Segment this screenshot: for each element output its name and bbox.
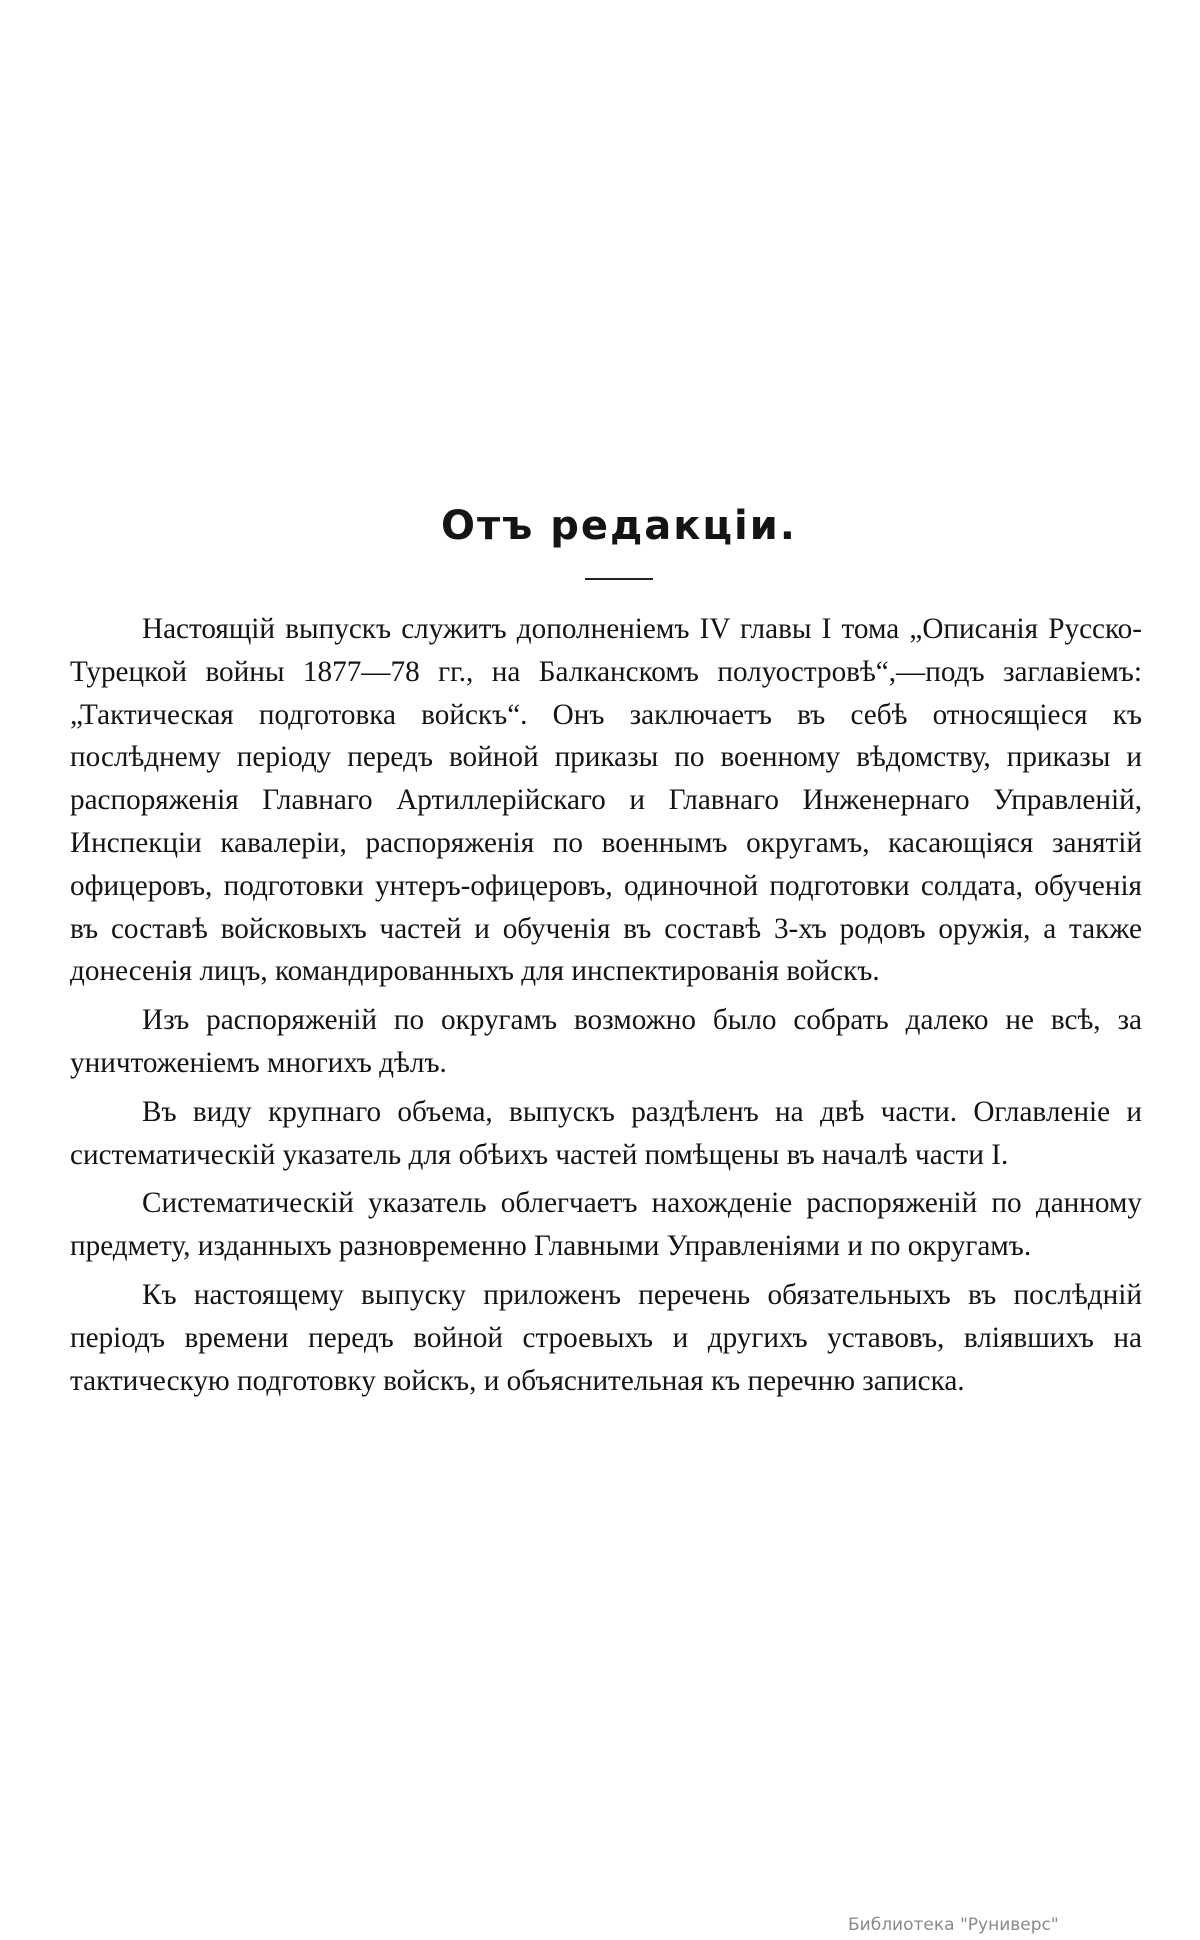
paragraph-3: Въ виду крупнаго объема, выпускъ раздѣленъ на двѣ части. Оглавленіе и систематическій указатель для обѣихъ частей помѣщены въ началѣ части I. <box>70 1095 1142 1171</box>
paragraph-5: Къ настоящему выпуску приложенъ перечень обязательныхъ въ послѣдній періодъ времени передъ войной строевыхъ и другихъ уставовъ, вліявшихъ на тактическую подготовку войскъ, и объяснительная къ перечню записка. <box>70 1278 1142 1397</box>
paragraph-4: Систематическій указатель облегчаетъ нахожденіе распоряженій по данному предмету, изданныхъ разновременно Главными Управленіями и по округамъ. <box>70 1187 1142 1263</box>
heading-rule <box>585 578 653 580</box>
library-watermark: Библиотека "Руниверс" <box>848 1915 1059 1935</box>
paragraph-2: Изъ распоряженій по округамъ возможно было собрать далеко не всѣ, за уничтоженіемъ многихъ дѣлъ. <box>70 1004 1142 1079</box>
page-heading: Отъ редакціи. <box>441 503 797 549</box>
paragraph-1: Настоящій выпускъ служитъ дополненіемъ IV главы I тома „Описанія Русско-Турецкой войны 1877—78 гг., на Балканскомъ полуостровѣ“,—подъ заглавіемъ: „Тактическая подготовка войскъ“. Онъ заключаетъ въ себѣ относящіеся къ послѣднему періоду передъ войной приказы по военному вѣдомству, приказы и распоряженія Главнаго Артиллерійскаго и Главнаго Инженернаго Управленій, Инспекціи кавалеріи, распоряженія по военнымъ округамъ, касающіяся занятій офицеровъ, подготовки унтеръ-офицеровъ, одиночной подготовки солдата, обученія въ составѣ войсковыхъ частей и обученія въ составѣ 3-хъ родовъ оружія, а также донесенія лицъ, командированныхъ для инспектированія войскъ. <box>70 613 1142 988</box>
page-content <box>70 500 1142 1408</box>
